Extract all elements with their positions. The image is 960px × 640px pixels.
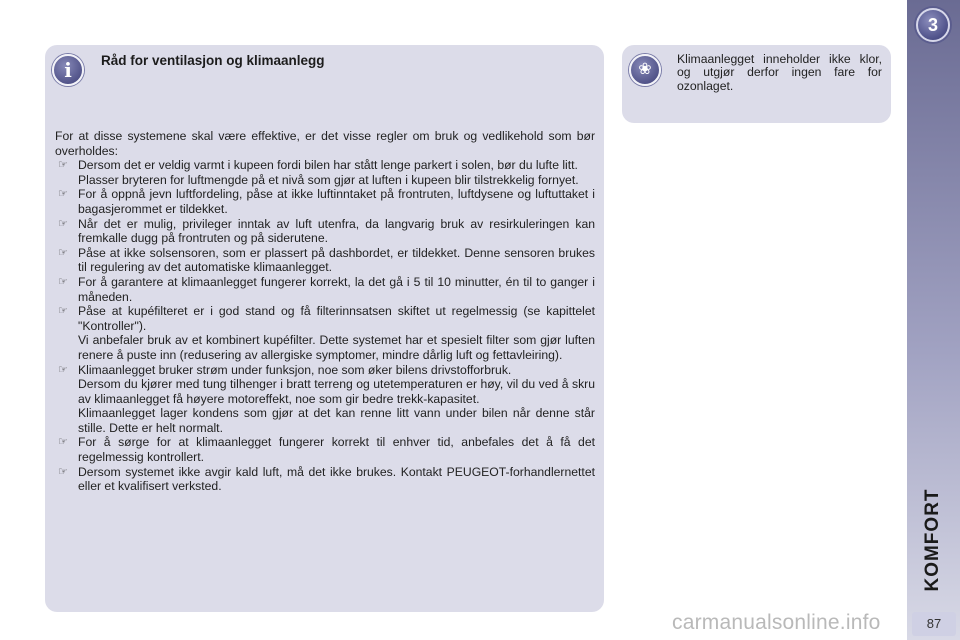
list-item (55, 158, 595, 173)
list-item-text: Når det er mulig, privileger inntak av luft utenfra, da langvarig bruk av resirkuleringen kan fremkalle dugg på frontruten og på siderutene. (78, 216, 595, 246)
panel-title: Råd for ventilasjon og klimaanlegg (101, 53, 325, 68)
list-item-text: For å garantere at klimaanlegget fungerer korrekt, la det gå i 5 til 10 minutter, én til to ganger i måneden. (78, 274, 595, 304)
pointing-hand-icon: ☞ (58, 217, 68, 230)
list-item-detail: Plasser bryteren for luftmengde på et nivå som gjør at luften i kupeen blir tilstrekkelig fornyet. (78, 172, 579, 187)
pointing-hand-icon: ☞ (58, 465, 68, 478)
pointing-hand-icon: ☞ (58, 159, 68, 172)
list-item (55, 246, 595, 275)
environment-note-text: Klimaanlegget inneholder ikke klor, og utgjør derfor ingen fare for ozonlaget. (677, 52, 882, 93)
list-item-text: Påse at ikke solsensoren, som er plassert på dashbordet, er tildekket. Denne sensoren brukes til regulering av det automatiske klimaanlegget. (78, 245, 595, 275)
pointing-hand-icon: ☞ (58, 305, 68, 318)
list-item (55, 217, 595, 246)
list-item-text: Dersom det er veldig varmt i kupeen fordi bilen har stått lenge parkert i solen, bør du lufte litt. (78, 158, 578, 173)
list-item-text: Klimaanlegget bruker strøm under funksjon, noe som øker bilens drivstofforbruk. (78, 362, 512, 377)
info-icon: i (52, 54, 84, 86)
list-item-detail: Dersom du kjører med tung tilhenger i bratt terreng og utetemperaturen er høy, vil du ved å skru av klimaanlegget få høyere motoreffekt, noe som gir bedre trekk-kapasitet. (78, 377, 595, 406)
list-item (55, 435, 595, 464)
list-item-text: For å sørge for at klimaanlegget fungerer korrekt til enhver tid, anbefales det å få det regelmessig kontrollert. (78, 435, 595, 465)
pointing-hand-icon: ☞ (58, 246, 68, 259)
list-item-detail: Vi anbefaler bruk av et kombinert kupéfilter. Dette systemet har et spesielt filter som gjør luften renere å puste inn (redusering av allergiske symptomer, mindre dårlig luft og fettavleiring). (78, 333, 595, 362)
advice-list (55, 158, 595, 494)
list-item-text: For å oppnå jevn luftfordeling, påse at ikke luftinntaket på frontruten, luftdysene og luftuttaket i bagasjerommet er tildekket. (78, 187, 595, 216)
list-item-text: Påse at kupéfilteret er i god stand og få filterinnsatsen skiftet ut regelmessig (se kapittelet "Kontroller"). (78, 304, 595, 333)
pointing-hand-icon: ☞ (58, 188, 68, 201)
list-item (55, 363, 595, 378)
section-title: KOMFORT (922, 488, 943, 592)
intro-text: For at disse systemene skal være effektive, er det visse regler om bruk og vedlikehold som bør overholdes: (55, 129, 595, 158)
list-item (55, 465, 595, 494)
list-item-text: Dersom systemet ikke avgir kald luft, må det ikke brukes. Kontakt PEUGEOT-forhandlernettet eller et kvalifisert verksted. (78, 464, 595, 494)
list-item (55, 304, 595, 333)
page-number: 87 (912, 612, 956, 636)
advice-content (55, 129, 595, 494)
list-item (55, 275, 595, 304)
pointing-hand-icon: ☞ (58, 275, 68, 288)
environment-icon: ❀ (629, 54, 661, 86)
list-item (55, 187, 595, 216)
list-item-detail: Klimaanlegget lager kondens som gjør at det kan renne litt vann under bilen når denne står stille. Dette er helt normalt. (78, 406, 595, 435)
chapter-number-badge: 3 (916, 8, 950, 42)
pointing-hand-icon: ☞ (58, 363, 68, 376)
watermark: carmanualsonline.info (672, 611, 881, 634)
pointing-hand-icon: ☞ (58, 436, 68, 449)
